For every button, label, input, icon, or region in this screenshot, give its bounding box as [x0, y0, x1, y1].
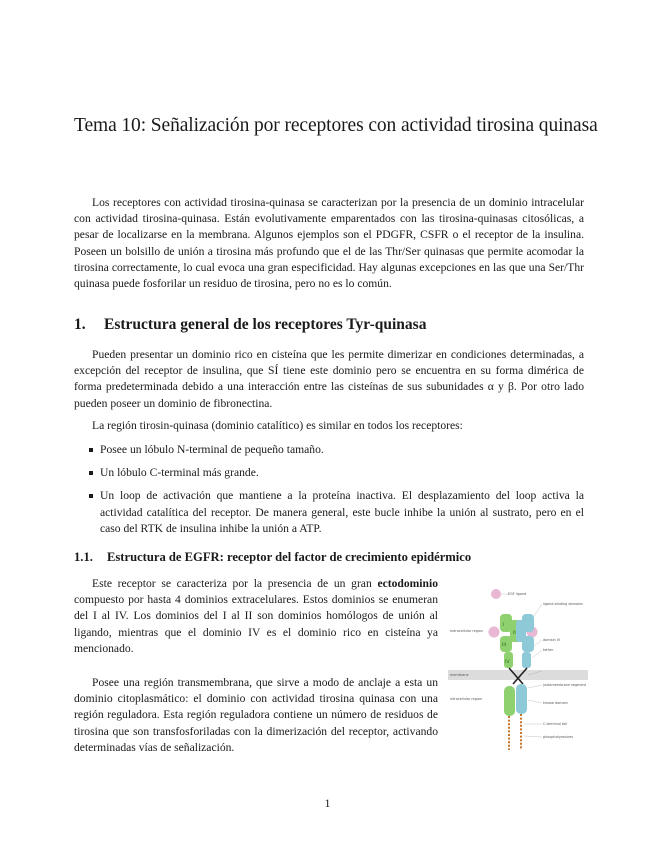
figure-label-intracellular: intracellular region: [450, 697, 483, 701]
figure-label-tether: tether: [543, 648, 554, 652]
figure-label-ligand: EGF ligand: [508, 592, 527, 596]
domain-label: II: [513, 631, 516, 636]
intro-paragraph: Los receptores con actividad tirosina-quinasa se caracterizan por la presencia de un dominio intracelular con actividad tirosina-quinasa. Están evolutivamente emparentados con las tirosina-quinasas citosólicas, a pesar de localizarse en la membrana. Algunos ejemplos son el PDGFR, CSFR o el receptor de la insulina. Poseen un bolsillo de unión a tirosina más profundo que el de las Thr/Ser quinasas que permite acomodar la tirosina correctamente, lo cual evoca una gran especificidad. Hay algunas excepciones en las que una Ser/Thr quinasa puede fosforilar un residuo de tirosina, pero no es lo común.: [74, 196, 584, 291]
figure-label-juxtamembrane: juxtamembrane segment: [543, 683, 587, 687]
subsection-title: Estructura de EGFR: receptor del factor de crecimiento epidérmico: [107, 550, 472, 564]
egfr-diagram: [448, 584, 588, 754]
subsection-paragraph-1: [74, 576, 438, 657]
catalytic-region-list: [74, 442, 584, 537]
ligand-shape: [489, 627, 500, 638]
figure-label-c-terminal: C-terminal tail: [543, 722, 568, 726]
section1-paragraph-1: Pueden presentar un dominio rico en cisteína que les permite dimerizar en condiciones determinadas, a excepción del receptor de insulina, que SÍ tiene este dominio pero se encuentra en su forma dimérica de forma predeterminada debido a una interacción entre las cisteínas de sus subunidades α y β. Por otro lado pueden poseer un dominio de fibronectina.: [74, 348, 584, 410]
subsection-heading-1-1: [74, 550, 471, 565]
section-title: Estructura general de los receptores Tyr-quinasa: [104, 316, 427, 333]
list-item: Un loop de activación que mantiene a la proteína inactiva. El desplazamiento del loop activa la actividad catalítica del receptor. De manera general, este bucle inhibe la unión al sustrato, pero en el caso del RTK de insulina inhibe la unión a ATP.: [74, 488, 584, 537]
figure-label-ligand-binding: ligand-binding domains: [543, 602, 583, 606]
figure-label-membrane: membrane: [450, 673, 469, 677]
subsection-number: 1.1.: [74, 550, 93, 564]
section-heading-1: [74, 316, 426, 334]
ligand-shape: [491, 589, 501, 599]
domain-label: III: [502, 643, 506, 648]
domain-label: I: [503, 623, 505, 628]
domain-label: IV: [505, 660, 510, 665]
section-number: 1.: [74, 316, 86, 333]
bold-term: ectodominio: [377, 577, 438, 590]
text-run: compuesto por hasta 4 dominios extracelulares. Estos dominios se enumeran del I al IV. Los dominios del I al II son dominios homólogos de unión al ligando, mientras que el dominio IV es el dominio rico en cisteína ya mencionado.: [74, 593, 438, 655]
domain-iii-right: [522, 636, 534, 652]
list-item: Un lóbulo C-terminal más grande.: [74, 465, 584, 481]
kinase-domain-right: [516, 684, 527, 714]
domain-iv-right: [522, 652, 531, 668]
figure-label-kinase: kinase domain: [543, 701, 568, 705]
figure-label-extracellular: extracellular region: [450, 629, 484, 633]
figure-label-phosphotyrosines: phosphotyrosines: [543, 735, 573, 739]
page-title: Tema 10: Señalización por receptores con actividad tirosina quinasa: [74, 115, 598, 136]
figure-label-domain-iv: domain IV: [543, 638, 561, 642]
egfr-structure-figure: [448, 584, 588, 754]
list-item: Posee un lóbulo N-terminal de pequeño tamaño.: [74, 442, 584, 458]
section1-paragraph-2: La región tirosin-quinasa (dominio catalítico) es similar en todos los receptores:: [92, 419, 463, 432]
page-number: 1: [324, 796, 331, 810]
kinase-domain-left: [504, 686, 515, 716]
subsection-paragraph-2: Posee una región transmembrana, que sirve a modo de anclaje a esta un dominio citoplasmático: el dominio con actividad tirosina quinasa con una región reguladora. Esta región reguladora contiene un número de residuos de tirosina que son transfosforiladas con la dimerización del receptor, activando determinadas vías de señalización.: [74, 676, 438, 754]
text-run: Este receptor se caracteriza por la presencia de un gran: [92, 577, 378, 590]
